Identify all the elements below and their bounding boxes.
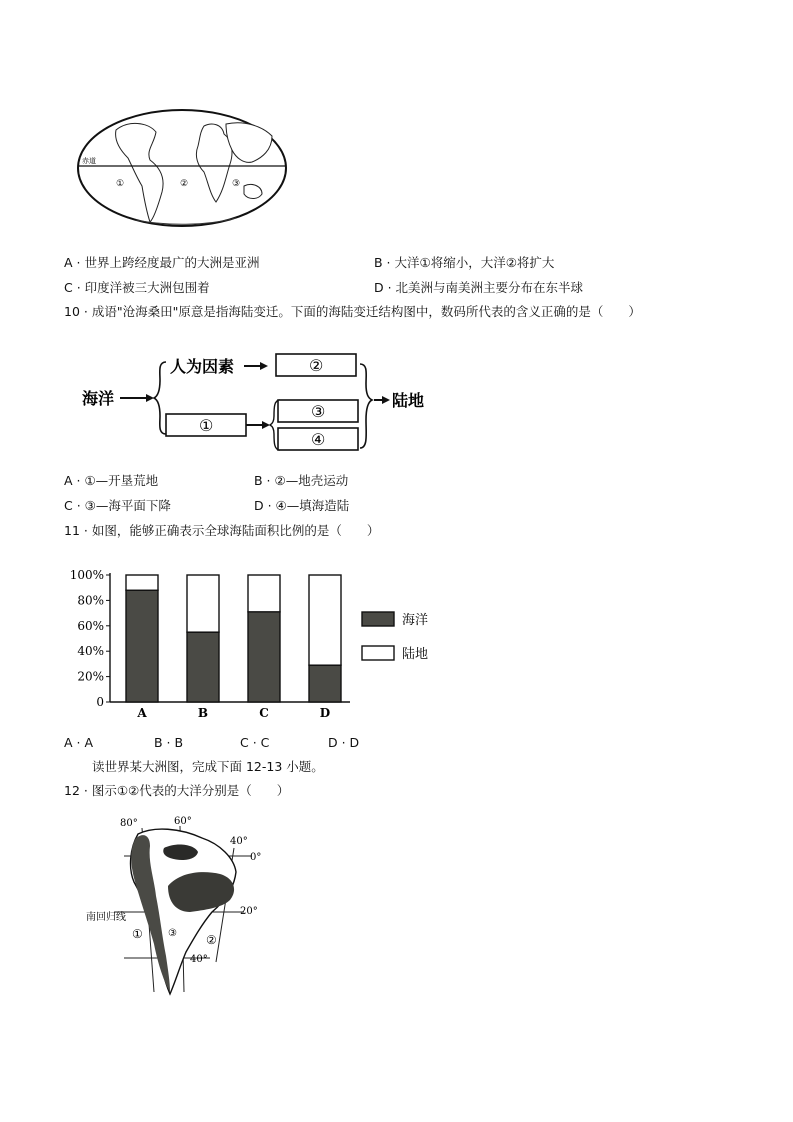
y-tick-label: 20%: [77, 669, 104, 684]
reading-instruction: 读世界某大洲图，完成下面 12-13 小题。: [92, 759, 324, 774]
q10-option-c[interactable]: C · ③—海平面下降: [64, 498, 171, 513]
ocean-node-label: 海洋: [82, 389, 115, 408]
legend-label: 海洋: [402, 613, 429, 628]
q10-option-d[interactable]: D · ④—填海造陆: [254, 498, 350, 513]
south-america-map: [84, 812, 274, 1002]
q9-option-c[interactable]: C · 印度洋被三大洲包围着: [64, 280, 210, 295]
q11-option-d[interactable]: D · D: [328, 735, 360, 750]
ocean-2-label: ②: [206, 933, 217, 947]
q11-option-b[interactable]: B · B: [154, 735, 184, 750]
lon-80-label: 80°: [120, 818, 138, 829]
y-tick-label: 100%: [69, 568, 104, 582]
q12-stem: 12 · 图示①②代表的大洋分别是（ ）: [64, 783, 290, 798]
bar-D-陆地: [309, 575, 341, 665]
bar-C-海洋: [248, 612, 280, 702]
lat-0-label: 0°: [250, 852, 262, 863]
q10-stem: 10 · 成语"沧海桑田"原意是指海陆变迁。下面的海陆变迁结构图中，数码所代表的含义正确的是（ ）: [64, 304, 641, 319]
x-tick-label: D: [319, 706, 331, 720]
lat-40-label: 40°: [190, 954, 208, 965]
q11-option-a[interactable]: A · A: [64, 735, 94, 750]
ocean-1-label: ①: [116, 179, 125, 189]
sea-land-ratio-chart: [60, 560, 460, 730]
y-tick-label: 0: [96, 695, 104, 709]
bar-B-陆地: [187, 575, 219, 632]
q9-option-d[interactable]: D · 北美洲与南美洲主要分布在东半球: [374, 280, 584, 295]
human-factor-label: 人为因素: [170, 357, 235, 376]
lon-40-label: 40°: [230, 836, 248, 847]
bar-C-陆地: [248, 575, 280, 612]
q11-stem: 11 · 如图，能够正确表示全球海陆面积比例的是（ ）: [64, 523, 380, 538]
q9-option-b[interactable]: B · 大洋①将缩小，大洋②将扩大: [374, 255, 555, 270]
bar-B-海洋: [187, 632, 219, 702]
lat-20-label: 20°: [240, 906, 258, 917]
ocean-3-label: ③: [232, 179, 241, 189]
legend-swatch: [362, 612, 394, 626]
land-node-label: 陆地: [392, 391, 425, 410]
bar-D-海洋: [309, 665, 341, 702]
equator-label: 赤道: [82, 157, 96, 165]
tropic-of-capricorn-label: 南回归线: [86, 912, 126, 923]
x-tick-label: C: [259, 706, 269, 720]
legend-label: 陆地: [402, 647, 429, 662]
q10-option-b[interactable]: B · ②—地壳运动: [254, 473, 349, 488]
box-2-label: ②: [309, 356, 324, 375]
q9-option-a[interactable]: A · 世界上跨经度最广的大洲是亚洲: [64, 255, 260, 270]
box-4-label: ④: [311, 430, 326, 449]
x-tick-label: B: [197, 706, 209, 720]
q11-option-c[interactable]: C · C: [240, 735, 270, 750]
ocean-2-label: ②: [180, 179, 189, 189]
y-tick-label: 40%: [77, 644, 104, 659]
box-3-label: ③: [311, 402, 326, 421]
y-tick-label: 60%: [77, 618, 104, 633]
legend-swatch: [362, 646, 394, 660]
lon-60-label: 60°: [174, 816, 192, 827]
box-1-label: ①: [199, 416, 214, 435]
bar-A-陆地: [126, 575, 158, 590]
ocean-1-label: ①: [132, 927, 143, 941]
x-tick-label: A: [137, 706, 147, 720]
sea-land-change-diagram: [80, 350, 440, 454]
mark-3-label: ③: [168, 928, 177, 939]
bar-A-海洋: [126, 590, 158, 702]
world-map-figure: [76, 106, 288, 230]
q10-option-a[interactable]: A · ①—开垦荒地: [64, 473, 159, 488]
y-tick-label: 80%: [77, 593, 104, 608]
